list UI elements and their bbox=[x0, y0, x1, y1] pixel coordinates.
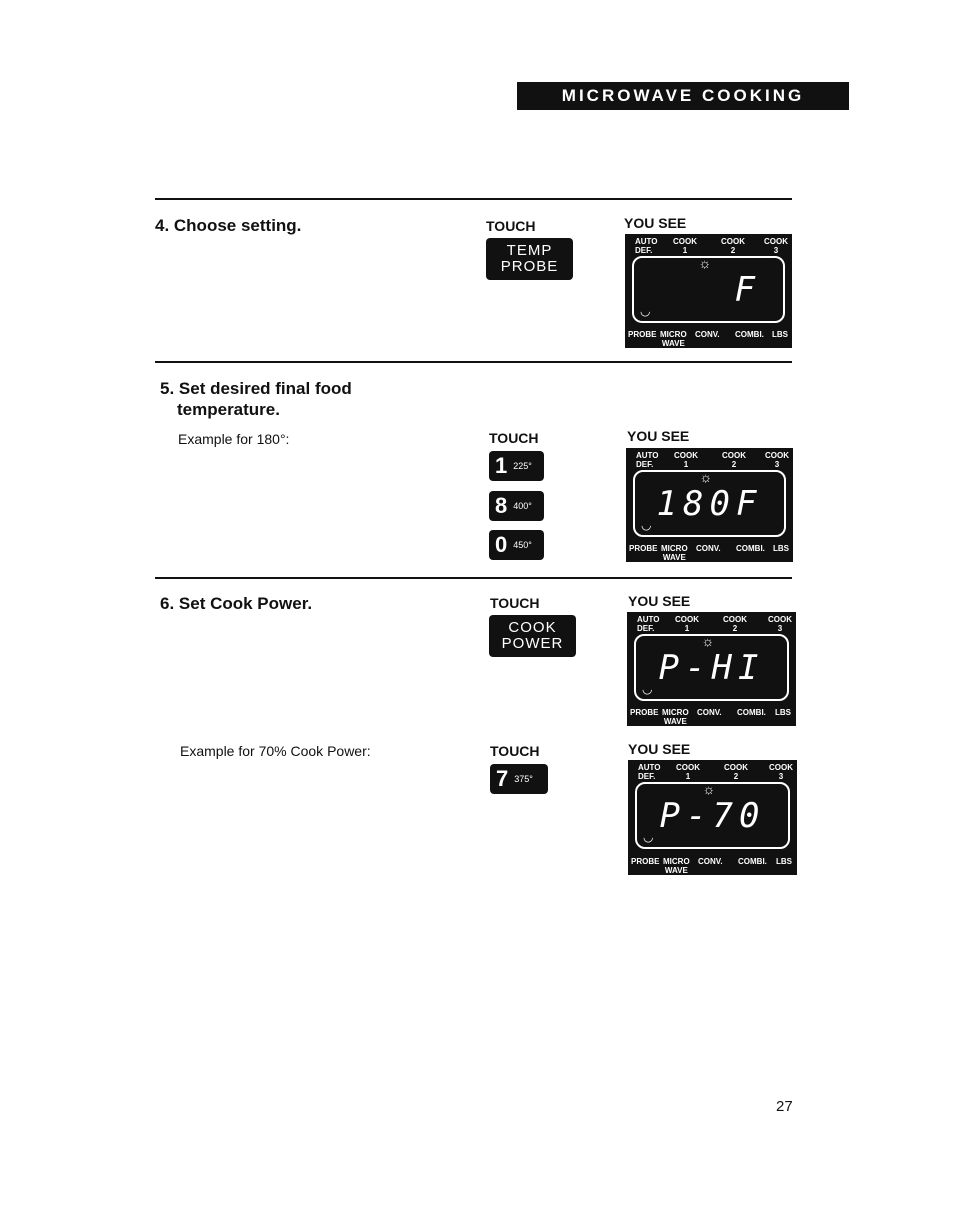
cook-power-key[interactable] bbox=[489, 615, 576, 657]
sun-icon: ☼ bbox=[699, 469, 713, 485]
touch-label: TOUCH bbox=[486, 218, 536, 234]
display-label: PROBE bbox=[628, 330, 657, 339]
touch-label: TOUCH bbox=[489, 430, 539, 446]
sun-icon: ☼ bbox=[698, 255, 712, 271]
divider bbox=[155, 198, 792, 200]
key-sub: 225° bbox=[513, 461, 532, 471]
section-banner: MICROWAVE COOKING bbox=[517, 82, 849, 110]
step-5-title bbox=[160, 378, 352, 420]
smile-icon: ◡ bbox=[642, 682, 653, 696]
key-line: POWER bbox=[501, 635, 564, 652]
display-label: COMBI. bbox=[735, 330, 764, 339]
step-title-line: temperature. bbox=[177, 400, 280, 419]
number-key-7[interactable] bbox=[490, 764, 548, 794]
display-label: COOK bbox=[673, 237, 697, 246]
example-text: Example for 70% Cook Power: bbox=[180, 743, 371, 759]
sun-icon: ☼ bbox=[702, 781, 716, 797]
key-digit: 7 bbox=[496, 766, 509, 791]
touch-label: TOUCH bbox=[490, 595, 540, 611]
lcd-display bbox=[625, 234, 792, 348]
divider bbox=[155, 361, 792, 363]
lcd-display: AUTO DEF. COOK 1 COOK 2 COOK 3 ☼ P-70 ◡ PROBE MICRO WAVE CONV. COMBI. LBS bbox=[628, 760, 797, 875]
display-label: LBS bbox=[772, 330, 788, 339]
display-label: MICRO WAVE bbox=[660, 330, 687, 348]
display-readout: P-70 bbox=[659, 796, 766, 836]
display-readout: P-HI bbox=[658, 648, 765, 688]
display-label: 1 bbox=[682, 246, 688, 255]
touch-label: TOUCH bbox=[490, 743, 540, 759]
display-window bbox=[633, 470, 786, 537]
example-text: Example for 180°: bbox=[178, 431, 290, 447]
display-window bbox=[635, 782, 790, 849]
key-line: TEMP bbox=[506, 242, 553, 259]
step-4-title: 4. Choose setting. bbox=[155, 216, 302, 235]
key-line: COOK bbox=[508, 619, 557, 636]
number-key-8[interactable] bbox=[489, 491, 544, 521]
display-readout: F bbox=[734, 270, 761, 310]
key-sub: 450° bbox=[513, 540, 532, 550]
key-digit: 0 bbox=[495, 532, 508, 557]
key-sub: 400° bbox=[513, 501, 532, 511]
display-label: COOK bbox=[721, 237, 745, 246]
display-window bbox=[632, 256, 785, 323]
temp-probe-key[interactable] bbox=[486, 238, 573, 280]
you-see-label: YOU SEE bbox=[624, 215, 687, 231]
lcd-display: AUTO DEF. COOK 1 COOK 2 COOK 3 ☼ P-HI ◡ PROBE MICRO WAVE CONV. COMBI. LBS bbox=[627, 612, 796, 726]
display-label: CONV. bbox=[695, 330, 720, 339]
display-window bbox=[634, 634, 789, 701]
key-digit: 8 bbox=[495, 493, 508, 518]
smile-icon: ◡ bbox=[643, 830, 654, 844]
display-label: 2 bbox=[730, 246, 736, 255]
step-6-title: 6. Set Cook Power. bbox=[160, 594, 313, 613]
display-label: DEF. bbox=[635, 246, 653, 255]
key-sub: 375° bbox=[514, 774, 533, 784]
smile-icon: ◡ bbox=[641, 518, 652, 532]
key-line: PROBE bbox=[500, 258, 559, 275]
page-number: 27 bbox=[776, 1098, 793, 1115]
step-title-line: 5. Set desired final food bbox=[160, 379, 352, 398]
you-see-label: YOU SEE bbox=[628, 593, 691, 609]
you-see-label: YOU SEE bbox=[628, 741, 691, 757]
number-key-0[interactable] bbox=[489, 530, 544, 560]
display-label: 3 bbox=[773, 246, 779, 255]
display-label: COOK bbox=[764, 237, 788, 246]
key-digit: 1 bbox=[495, 453, 508, 478]
display-readout: 180F bbox=[656, 484, 763, 524]
you-see-label: YOU SEE bbox=[627, 428, 690, 444]
divider bbox=[155, 577, 792, 579]
display-label: AUTO bbox=[635, 237, 658, 246]
number-key-1[interactable] bbox=[489, 451, 544, 481]
smile-icon: ◡ bbox=[640, 304, 651, 318]
sun-icon: ☼ bbox=[701, 633, 715, 649]
lcd-display: AUTO DEF. COOK 1 COOK 2 COOK 3 ☼ 180F ◡ PROBE MICRO WAVE CONV. COMBI. LBS bbox=[626, 448, 793, 562]
